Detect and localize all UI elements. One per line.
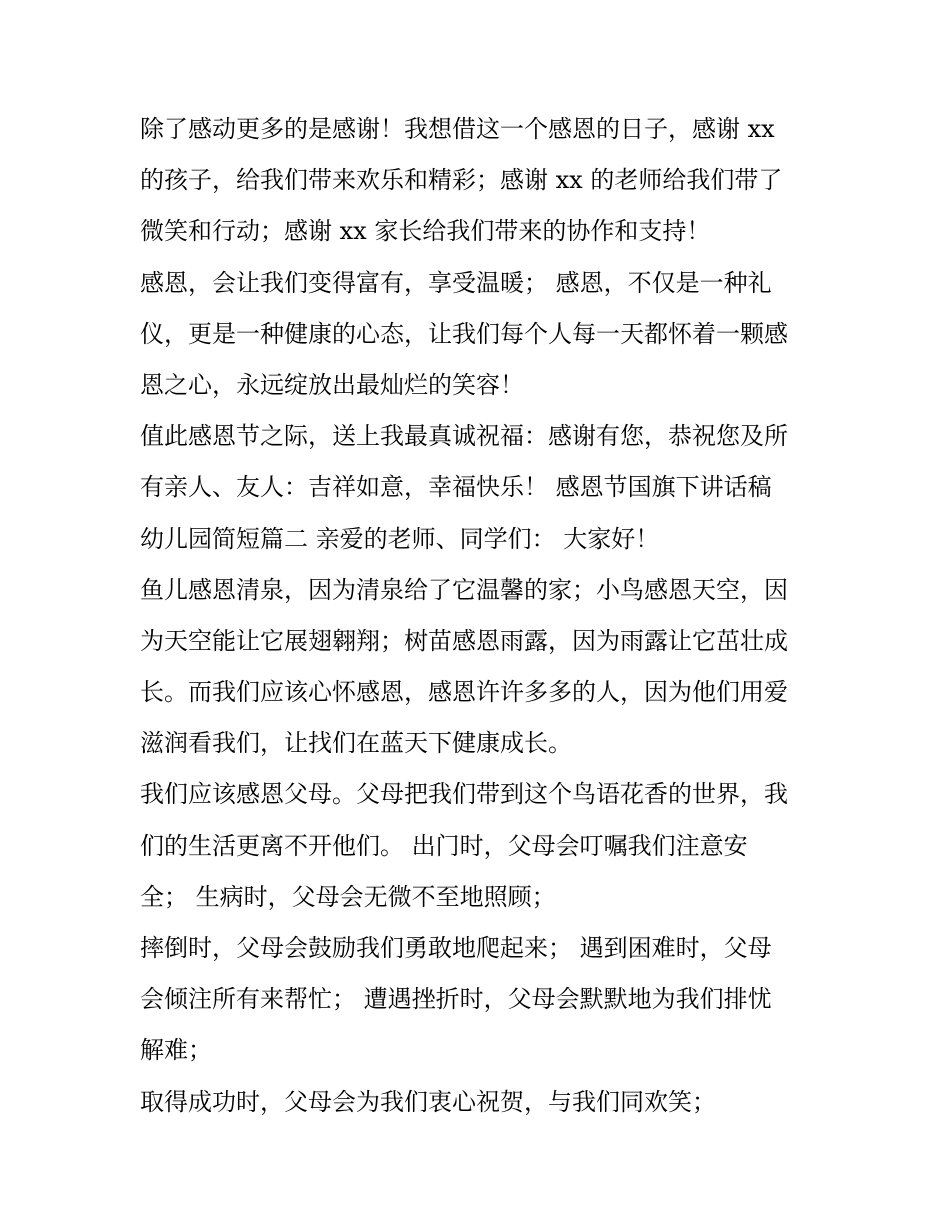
text-line: 我们应该感恩父母。父母把我们带到这个鸟语花香的世界，我 (140, 780, 788, 809)
text-line: 微笑和行动；感谢 xx 家长给我们带来的协作和支持！ (140, 217, 711, 246)
text-line: 取得成功时，父母会为我们衷心祝贺，与我们同欢笑； (140, 1087, 716, 1116)
text-line: 值此感恩节之际，送上我最真诚祝福：感谢有您，恭祝您及所 (140, 422, 788, 451)
text-line: 长。而我们应该心怀感恩，感恩许许多多的人，因为他们用爱 (140, 678, 788, 707)
text-line: 感恩，会让我们变得富有，享受温暖； 感恩，不仅是一种礼 (140, 268, 772, 297)
text-line: 鱼儿感恩清泉，因为清泉给了它温馨的家；小鸟感恩天空，因 (140, 575, 788, 604)
text-line: 恩之心，永远绽放出最灿烂的笑容！ (140, 370, 524, 399)
text-line: 们的生活更离不开他们。 出门时，父母会叮嘱我们注意安 (140, 831, 748, 860)
text-line: 的孩子，给我们带来欢乐和精彩；感谢 xx 的老师给我们带了 (140, 166, 783, 195)
text-line: 为天空能让它展翅翱翔；树苗感恩雨露，因为雨露让它茁壮成 (140, 626, 788, 655)
document-body (140, 104, 820, 1128)
text-line: 会倾注所有来帮忙； 遭遇挫折时，父母会默默地为我们排忧 (140, 985, 772, 1014)
text-line: 全； 生病时，父母会无微不至地照顾； (140, 882, 556, 911)
text-line: 幼儿园简短篇二 亲爱的老师、同学们： 大家好！ (140, 524, 660, 553)
text-line: 除了感动更多的是感谢！我想借这一个感恩的日子，感谢 xx (140, 115, 775, 143)
text-line: 仪，更是一种健康的心态，让我们每个人每一天都怀着一颗感 (140, 319, 788, 348)
text-line: 有亲人、友人：吉祥如意，幸福快乐！ 感恩节国旗下讲话稿 (140, 473, 772, 502)
text-line: 解难； (140, 1036, 212, 1065)
text-line: 摔倒时，父母会鼓励我们勇敢地爬起来； 遇到困难时，父母 (140, 934, 772, 962)
text-line: 滋润看我们，让找们在蓝天下健康成长。 (140, 729, 572, 758)
